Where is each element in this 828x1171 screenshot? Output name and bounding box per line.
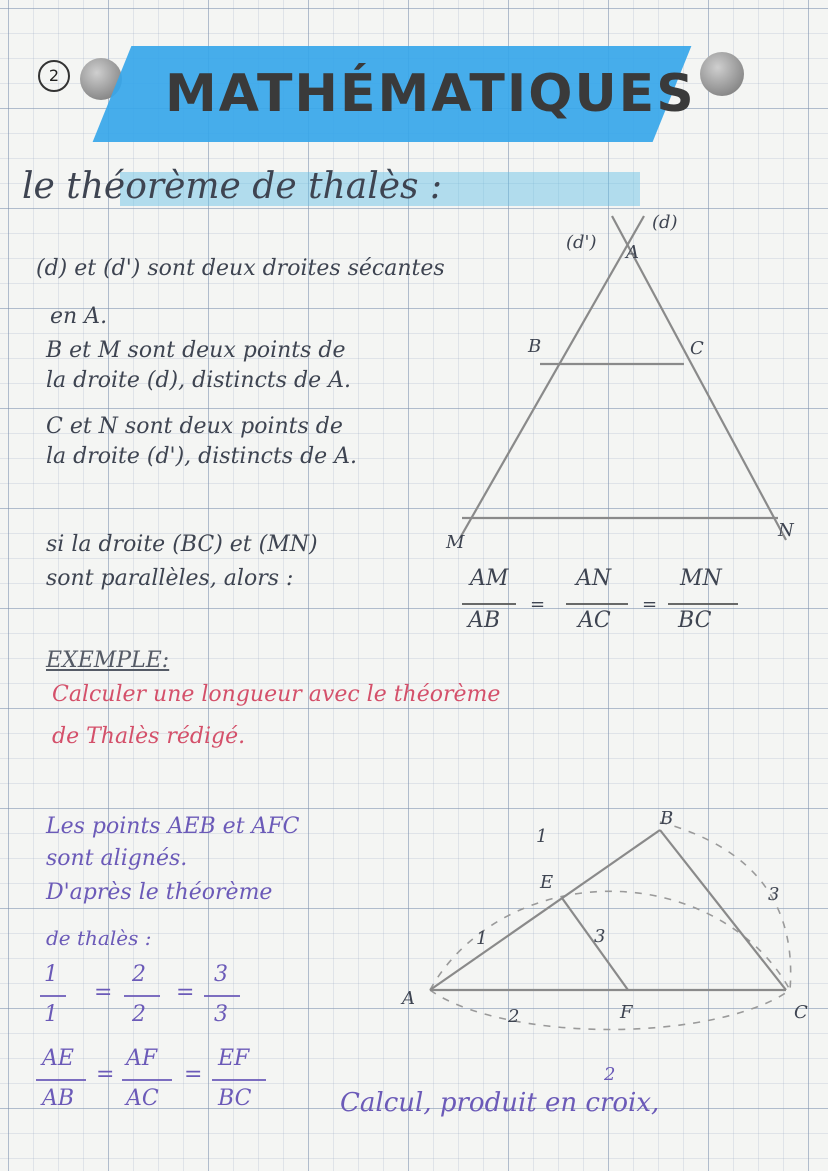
example-instruction-1: Calculer une longueur avec le théorème <box>52 682 501 707</box>
label-d: (d) <box>652 212 678 233</box>
segment-AB <box>430 830 660 990</box>
theorem-line-1: (d) et (d') sont deux droites sécantes <box>36 256 445 281</box>
ratio-3-den: BC <box>678 608 712 633</box>
ratio-3-num: MN <box>680 566 722 591</box>
section-subtitle: le théorème de thalès : <box>22 166 443 207</box>
label-M: M <box>446 532 465 553</box>
num-ratio-2-den: 2 <box>132 1002 146 1027</box>
example-heading: EXEMPLE: <box>46 648 170 673</box>
num-equals-1: = <box>94 980 113 1005</box>
letter-ratio-2-den: AC <box>126 1086 159 1111</box>
theorem-line-4: la droite (d), distincts de A. <box>46 368 351 393</box>
example-line-1: Les points AEB et AFC <box>46 814 300 839</box>
example-line-2: sont alignés. <box>46 846 188 871</box>
ex-label-F: F <box>620 1002 633 1023</box>
letter-ratio-2-num: AF <box>126 1046 158 1071</box>
footer-mark: 2 <box>604 1064 616 1085</box>
letter-ratio-3-den: BC <box>218 1086 252 1111</box>
label-C: C <box>690 338 704 359</box>
ex-label-arc-right: 3 <box>768 884 780 905</box>
ex-label-AF: 2 <box>508 1006 520 1027</box>
ratio-1-den: AB <box>468 608 501 633</box>
arc-right <box>660 822 791 990</box>
ratio-1-num: AM <box>470 566 509 591</box>
num-equals-2: = <box>176 980 195 1005</box>
page-number: 2 <box>38 60 70 92</box>
ex-label-A: A <box>402 988 415 1009</box>
example-line-4: de thalès : <box>46 926 152 950</box>
example-line-3: D'après le théorème <box>46 880 273 905</box>
ex-label-E: E <box>540 872 554 893</box>
label-d-prime: (d') <box>566 232 597 253</box>
ex-label-B: B <box>660 808 674 829</box>
letter-equals-2: = <box>184 1062 203 1087</box>
example-footer: Calcul, produit en croix, <box>340 1088 660 1118</box>
num-ratio-2-num: 2 <box>132 962 146 987</box>
letter-ratio-1-den: AB <box>42 1086 75 1111</box>
thales-figure <box>445 212 795 553</box>
num-ratio-3-den: 3 <box>214 1002 228 1027</box>
theorem-line-6: la droite (d'), distincts de A. <box>46 444 358 469</box>
segment-BC <box>660 830 786 990</box>
ex-label-EF: 3 <box>594 926 606 947</box>
theorem-line-3: B et M sont deux points de <box>46 338 346 363</box>
line-d <box>612 216 786 540</box>
theorem-line-5: C et N sont deux points de <box>46 414 343 439</box>
ratio-equals-2: = <box>642 594 658 615</box>
ratio-equals-1: = <box>530 594 546 615</box>
label-A: A <box>626 242 639 263</box>
label-B: B <box>528 336 542 357</box>
ex-label-AE: 1 <box>476 928 488 949</box>
label-N: N <box>778 520 794 541</box>
arc-bottom <box>430 990 790 1029</box>
line-d-prime <box>460 216 644 538</box>
ex-label-C: C <box>794 1002 808 1023</box>
ex-label-arc-top: 1 <box>536 826 548 847</box>
condition-line-1: si la droite (BC) et (MN) <box>46 532 318 557</box>
letter-ratio-3-num: EF <box>218 1046 250 1071</box>
example-instruction-2: de Thalès rédigé. <box>52 724 246 749</box>
letter-equals-1: = <box>96 1062 115 1087</box>
ratio-2-den: AC <box>578 608 611 633</box>
num-ratio-3-num: 3 <box>214 962 228 987</box>
ratio-2-num: AN <box>576 566 612 591</box>
condition-line-2: sont parallèles, alors : <box>46 566 294 591</box>
num-ratio-1-den: 1 <box>44 1002 58 1027</box>
page-title: MATHÉMATIQUES <box>165 64 696 124</box>
theorem-line-2: en A. <box>50 304 108 329</box>
letter-ratio-1-num: AE <box>42 1046 74 1071</box>
num-ratio-1-num: 1 <box>44 962 58 987</box>
example-figure <box>400 808 808 1029</box>
